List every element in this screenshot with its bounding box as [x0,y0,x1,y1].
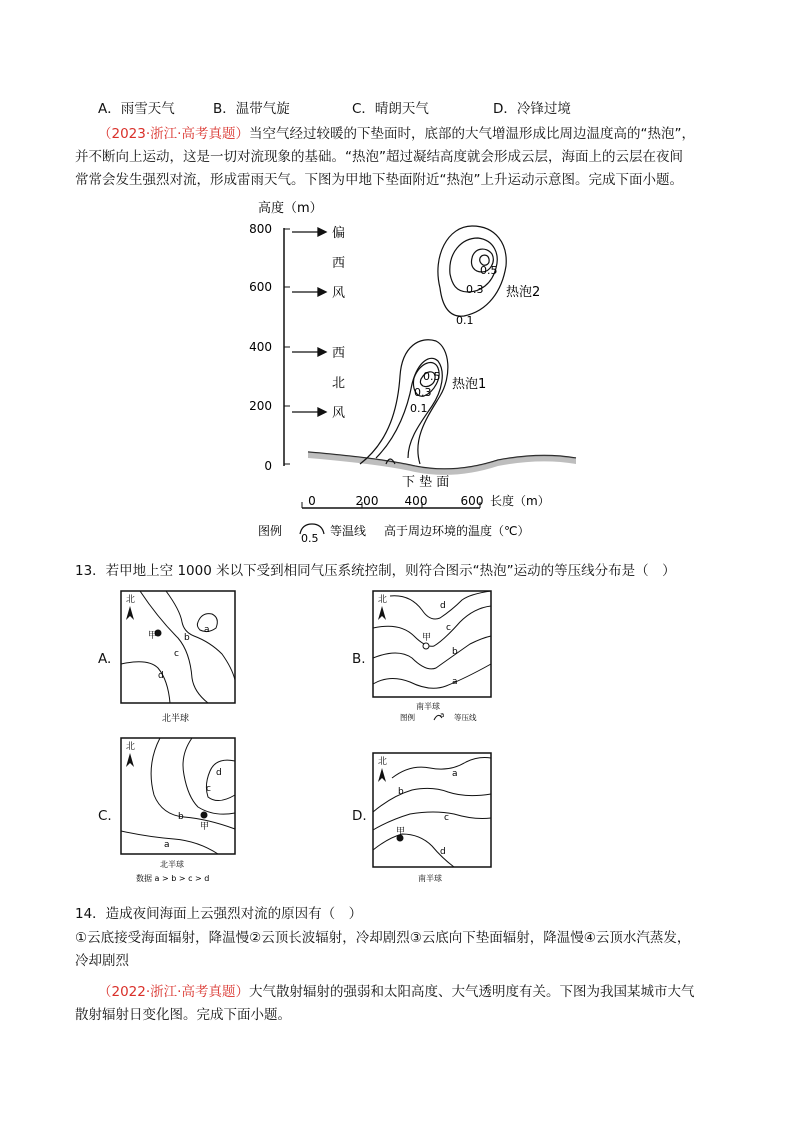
option-a: A．雨雪天气 [98,101,175,117]
point-label: 甲 [200,822,210,832]
x-axis-title: 长度（m） [490,494,550,508]
x-tick: 0 [308,494,316,508]
passage2-line2: 散射辐射日变化图。完成下面小题。 [75,1007,291,1023]
isobar-label: d [158,671,164,681]
q13-option-d-map [370,750,500,890]
q13-option-b-map [370,588,500,728]
isobar-label: d [440,601,446,611]
isobar-label: b [184,633,190,643]
q13-option-a-map [118,588,248,728]
q14-line2: 冷却剧烈 [75,953,129,969]
q13-option-d-letter: D. [352,808,367,824]
hemisphere-caption: 南半球 [418,874,442,883]
isobar-label: b [452,647,458,657]
isobar-label: c [174,649,179,659]
legend-title: 图例 [258,524,283,538]
option-c: C．晴朗天气 [352,101,429,117]
isobar-label: a [164,840,170,850]
isobar-label: a [452,677,458,687]
q13-stem: 13．若甲地上空 1000 米以下受到相同气压系统控制，则符合图示“热泡”运动的等压线分布是（ ） [75,563,676,579]
q14-stem: 14．造成夜间海面上云强烈对流的原因有（ ） [75,906,363,922]
hemisphere-caption: 北半球 [160,860,184,869]
q13-option-c-letter: C. [98,808,112,824]
isobar-label: a [204,625,210,635]
x-tick: 600 [460,494,484,508]
isobar-label: b [178,812,184,822]
passage-text: 大气散射辐射的强弱和太阳高度、大气透明度有关。下图为我国某城市大气 [248,984,695,1000]
wind-lower-char: 北 [332,376,346,391]
surface-label: 下 垫 面 [402,475,450,490]
iso-value: 0.1 [410,402,428,415]
isobar-label: d [440,847,446,857]
x-tick: 200 [355,494,379,508]
legend-item: 等压线 [454,713,477,722]
wind-upper-char: 风 [332,286,346,301]
q13-option-a-letter: A. [98,651,112,667]
wind-lower-char: 风 [332,406,346,421]
legend-iso-value: 0.5 [301,532,319,545]
point-label: 甲 [422,633,432,643]
north-label: 北 [126,595,136,605]
legend-desc: 高于周边环境的温度（℃） [384,524,530,538]
north-label: 北 [378,757,388,767]
iso-value: 0.5 [423,370,441,383]
option-d: D．冷锋过境 [493,101,571,117]
legend-iso-label: 等温线 [330,524,367,538]
isobar-label: c [446,623,451,633]
north-arrow-icon [126,606,134,620]
x-tick: 400 [404,494,428,508]
q14-line1: ①云底接受海面辐射，降温慢②云顶长波辐射，冷却剧烈③云底向下垫面辐射，降温慢④云顶水汽蒸发， [75,930,691,946]
y-tick: 200 [249,399,272,413]
location-point [201,812,208,819]
isobar-label: c [444,813,449,823]
y-tick: 800 [249,222,272,236]
data-note: 数据 a > b > c > d [136,874,210,883]
wind-upper-char: 西 [332,256,346,271]
north-arrow-icon [378,768,386,782]
y-tick: 400 [249,340,272,354]
y-tick: 600 [249,280,272,294]
bubble-1 [360,340,448,464]
north-label: 北 [378,595,388,605]
north-arrow-icon [126,753,134,767]
source-tag: （2022·浙江·高考真题） [98,984,249,1000]
iso-value: 0.3 [466,283,484,296]
point-label: 甲 [396,827,406,837]
passage2-line1 [98,982,694,1002]
passage-text: 当空气经过较暖的下垫面时，底部的大气增温形成比周边温度高的“热泡”， [248,126,695,142]
iso-value: 0.1 [456,314,474,327]
wind-lower-char: 西 [332,346,346,361]
y-axis-title: 高度（m） [258,201,323,216]
passage1-line2: 并不断向上运动，这是一切对流现象的基础。“热泡”超过凝结高度就会形成云层，海面上的云层在夜间 [75,149,683,165]
bubble-2-label: 热泡2 [506,285,541,300]
point-label: 甲 [148,631,158,641]
y-tick: 0 [264,459,272,473]
isobar-label: b [398,787,404,797]
iso-value: 0.3 [414,386,432,399]
q13-option-b-letter: B. [352,651,366,667]
north-arrow-icon [378,606,386,620]
hemisphere-caption: 北半球 [162,714,190,724]
north-label: 北 [126,742,136,752]
isobar-label: a [452,769,458,779]
legend-symbol: a [440,711,445,719]
hemisphere-caption: 南半球 [416,702,440,711]
q13-option-c-map [118,735,248,895]
isobar-label: c [206,784,211,794]
isobar-label: d [216,768,222,778]
option-b: B．温带气旋 [213,101,290,117]
iso-value: 0.5 [480,264,498,277]
thermal-bubble-figure [240,196,580,551]
source-tag: （2023·浙江·高考真题） [98,126,249,142]
passage1-line1 [98,124,695,144]
passage1-line3: 常常会发生强烈对流，形成雷雨天气。下图为甲地下垫面附近“热泡”上升运动示意图。完成下面小题。 [75,172,683,188]
legend-title: 图例 [400,713,415,722]
bubble-1-label: 热泡1 [452,377,487,392]
wind-upper-char: 偏 [332,226,346,241]
